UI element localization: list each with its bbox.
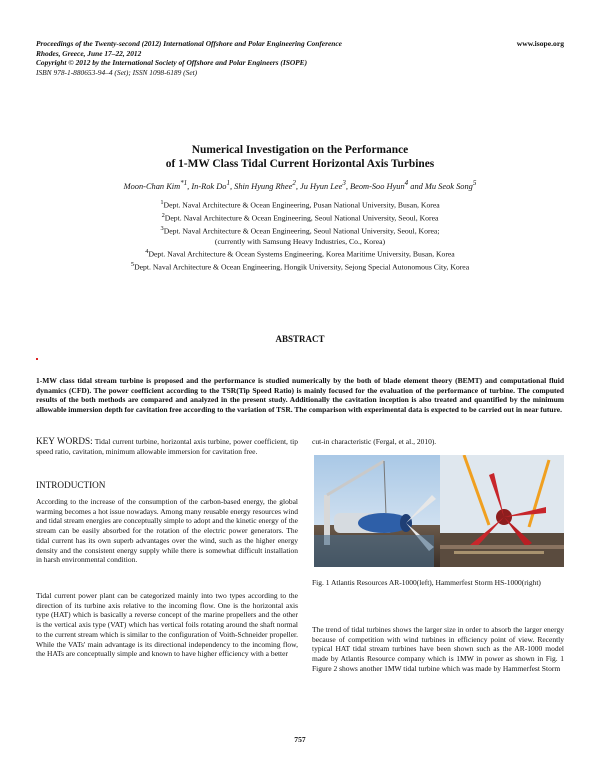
affiliation-text: Dept. Naval Architecture & Ocean Engineering, Seoul National University, Seoul, Korea [164, 213, 439, 223]
affiliation-sup: 2 [161, 211, 165, 219]
affiliation-5 [0, 260, 600, 273]
paper-title [0, 144, 600, 171]
author-sup: 1 [226, 179, 230, 187]
keywords-text: Tidal current turbine, horizontal axis turbine, power coefficient, tip speed ratio, cavitation, minimum allowable immersion for cavitation free. [36, 437, 298, 456]
affiliation-3 [0, 224, 600, 237]
red-mark [36, 358, 38, 360]
affiliation-sup: 5 [130, 260, 135, 268]
author-sup: 4 [404, 179, 409, 187]
conference-header [36, 39, 476, 77]
header-line-3: Copyright © 2012 by the International Society of Offshore and Polar Engineers (ISOPE) [36, 58, 308, 68]
title-line-2: of 1-MW Class Tidal Current Horizontal Axis Turbines [165, 157, 435, 170]
affiliation-text: Dept. Naval Architecture & Ocean Engineering, Pusan National University, Busan, Korea [163, 200, 440, 210]
header-line-2: Rhodes, Greece, June 17–22, 2012 [36, 48, 142, 58]
author-list: Moon-Chan Kim$^{*1}$, In-Rok Do$^1$, Shin Hyung Rhee$^2$, Ju Hyun Lee$^3$, Beom-Soo Hyun$^4$ and Mu Seok Song$^5$ [123, 179, 477, 191]
affiliation-list [0, 198, 600, 273]
affiliation-4 [0, 247, 600, 260]
affiliation-sup: 3 [160, 224, 164, 232]
keywords [36, 437, 298, 456]
figure-1-caption: Fig. 1 Atlantis Resources AR-1000(left), Hammerfest Storm HS-1000(right) [312, 578, 541, 587]
intro-paragraph-3: The trend of tidal turbines shows the larger size in order to absorb the larger energy because of competition with wind turbines in efficiency point of view. Recently typical HAT tidal stream turbines have been shown such as the AR-1000 model made by Atlantis Resource company which is 1MW in power as shown in Fig. 1 Figure 2 shows another 1MW tidal turbine which was made by Hammerfest Storm [312, 625, 564, 673]
author-sup: 3 [342, 179, 346, 187]
abstract-heading: ABSTRACT [275, 334, 325, 344]
intro-paragraph-1: According to the increase of the consumption of the carbon-based energy, the global warming becomes a hot issue nowadays. Among many reusable energy resources wind and tidal stream energies are conceptually simple to adopt and the kinetic energy of the stream can be easily absorbed for the rotation of the electric power generators. The tidal current has its own superb advantages over the wind, such as the higher energy density and the consistent energy supply while there is somewhat difficult installation in harsh environmental condition. [36, 497, 298, 565]
affiliation-text: Dept. Naval Architecture & Ocean Engineering, Hongik University, Sejong Special Autonomous City, Korea [134, 262, 470, 272]
affiliation-sup: 4 [145, 247, 149, 255]
intro-paragraph-continued: cut-in characteristic (Fergal, et al., 2010). [312, 437, 437, 446]
affiliation-text: Dept. Naval Architecture & Ocean Systems Engineering, Korea Maritime University, Busan, Korea [148, 249, 455, 259]
author-sup: 2 [292, 179, 296, 187]
author-name: Beom-Soo Hyun [350, 181, 405, 191]
introduction-heading: INTRODUCTION [36, 480, 106, 490]
author-name: Mu Seok Song [424, 181, 473, 191]
keywords-label: KEY WORDS: [36, 436, 93, 446]
intro-paragraph-2: Tidal current power plant can be categorized mainly into two types according to the direction of its turbine axis relative to the incoming flow. One is the horizontal axis type (HAT) which is basically a reverse concept of the marine propellers and the other is the vertical axis type (VAT) which has vertical foils rotating around the shaft normal to the current stream which is similar to the configuration of Voith-Schneider propeller. While the VATs' main advantage is its directional independency to the incoming flow, the HATs are conceptually simple and known to have higher efficiency with a better [36, 591, 298, 659]
page-number: 757 [294, 735, 306, 744]
author-name: Moon-Chan Kim [123, 181, 181, 191]
site-url[interactable]: www.isope.org [516, 39, 564, 48]
author-name: In-Rok Do [191, 181, 227, 191]
turbine-photo-illustration [314, 455, 564, 567]
author-name: Shin Hyung Rhee [234, 181, 293, 191]
abstract-body: 1-MW class tidal stream turbine is proposed and the performance is studied numerically by the both of blade element theory (BEMT) and computational fluid dynamics (CFD). The power coefficient according to the TSR(Tip Speed Ratio) is mainly focused for the evaluation of the performance of turbine. The computed results of the both methods are compared and analyzed in the present study. Additionally the cavitation inception is also treated and quantified by the minimum allowable immersion depth for cavitation free according to the variation of TSR. The comparison with experimental data is expected to be carried out in near future. [36, 376, 564, 415]
affiliation-text: Dept. Naval Architecture & Ocean Engineering, Seoul National University, Seoul, Korea; [163, 226, 440, 236]
affiliation-sup: 1 [160, 199, 164, 206]
header-line-1: Proceedings of the Twenty-second (2012) International Offshore and Polar Engineering Conference [36, 39, 342, 48]
author-name: Ju Hyun Lee [300, 181, 343, 191]
title-line-1: Numerical Investigation on the Performance [191, 144, 409, 156]
affiliation-2 [0, 211, 600, 224]
affiliation-3-note: (currently with Samsung Heavy Industries, Co., Korea) [214, 236, 386, 246]
author-sup: *1 [180, 179, 188, 187]
header-isbn: ISBN 978-1-880653-94–4 (Set); ISSN 1098-6189 (Set) [36, 67, 198, 77]
figure-1-photo [314, 455, 564, 567]
author-sup: 5 [472, 179, 477, 187]
affiliation-1 [0, 198, 600, 211]
